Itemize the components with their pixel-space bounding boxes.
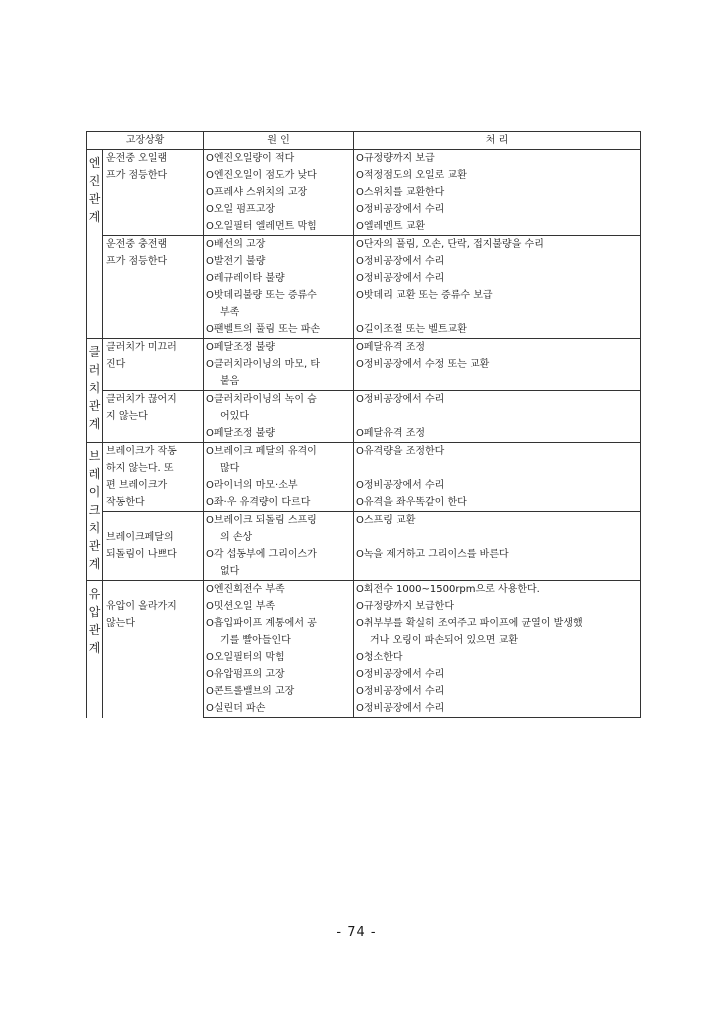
cause-cell bbox=[204, 443, 354, 461]
system-label-char: 관 bbox=[88, 192, 101, 206]
cause-cell bbox=[204, 150, 354, 168]
cause-text: O각 섭동부에 그리이스가 bbox=[206, 549, 317, 560]
cause-text: O엔진오일이 점도가 낮다 bbox=[206, 170, 317, 181]
page-number: - 74 - bbox=[336, 925, 377, 940]
symptom-line: 클러치가 미끄러 bbox=[106, 342, 177, 353]
symptom-cell bbox=[103, 339, 204, 391]
remedy-text: O스프링 교환 bbox=[356, 515, 416, 526]
cause-text: O레규레이타 불량 bbox=[206, 273, 285, 284]
symptom-line: 운전중 충전램 bbox=[106, 239, 168, 250]
header-cause: 원 인 bbox=[204, 132, 354, 150]
remedy-cell bbox=[354, 218, 641, 236]
cause-text: O배선의 고장 bbox=[206, 239, 266, 250]
cause-text: 의 손상 bbox=[220, 532, 253, 543]
remedy-text: O단자의 풀림, 오손, 단락, 접지불량을 수리 bbox=[356, 239, 544, 250]
symptom-line: 클러치가 끊어지 bbox=[106, 394, 177, 405]
symptom-line: 브레이크가 작동 bbox=[106, 446, 177, 457]
symptom-line bbox=[106, 512, 203, 529]
cause-text: 기를 빨아들인다 bbox=[220, 635, 291, 646]
system-label-char: 관 bbox=[88, 539, 101, 553]
remedy-cell bbox=[354, 683, 641, 700]
remedy-cell bbox=[354, 563, 641, 581]
remedy-text: O페달유격 조정 bbox=[356, 428, 426, 439]
remedy-cell bbox=[354, 615, 641, 632]
symptom-line bbox=[106, 563, 203, 580]
system-label-char: 레 bbox=[88, 467, 101, 481]
cause-text: O흡입파이프 계통에서 공 bbox=[206, 618, 317, 629]
header-remedy: 처 리 bbox=[354, 132, 641, 150]
symptom-cell bbox=[103, 581, 204, 718]
cause-cell bbox=[204, 477, 354, 494]
remedy-text: O정비공장에서 수리 bbox=[356, 394, 445, 405]
symptom-line: 유압이 올라가지 bbox=[106, 601, 177, 612]
cause-text: O오일필터 엘레먼트 막힘 bbox=[206, 221, 317, 232]
cause-cell bbox=[204, 581, 354, 599]
system-label-char: 이 bbox=[88, 485, 101, 499]
remedy-cell bbox=[354, 443, 641, 461]
cause-cell bbox=[204, 356, 354, 373]
symptom-cell bbox=[103, 150, 204, 236]
remedy-text: O유격량을 조정한다 bbox=[356, 446, 445, 457]
cause-text: 많다 bbox=[220, 463, 240, 474]
cause-cell bbox=[204, 425, 354, 443]
system-label-char: 압 bbox=[88, 605, 101, 619]
remedy-text: O정비공장에서 수리 bbox=[356, 273, 445, 284]
system-label-char: 엔 bbox=[88, 156, 101, 170]
remedy-text: O정비공장에서 수리 bbox=[356, 480, 445, 491]
remedy-cell bbox=[354, 236, 641, 254]
cause-text: O페달조정 불량 bbox=[206, 428, 276, 439]
remedy-text bbox=[356, 307, 370, 318]
remedy-text: O정비공장에서 수리 bbox=[356, 703, 445, 714]
symptom-line bbox=[106, 581, 203, 598]
system-label-char: 치 bbox=[88, 381, 101, 395]
remedy-text bbox=[356, 566, 370, 577]
symptom-line: 진다 bbox=[106, 359, 126, 370]
table-row bbox=[87, 150, 641, 168]
system-label-char: 계 bbox=[88, 641, 101, 655]
remedy-text: O회전수 1000~1500rpm으로 사용한다. bbox=[356, 584, 540, 595]
remedy-cell bbox=[354, 581, 641, 599]
remedy-cell bbox=[354, 150, 641, 168]
cause-cell bbox=[204, 304, 354, 321]
cause-text: 붙음 bbox=[220, 376, 240, 387]
cause-cell bbox=[204, 460, 354, 477]
cause-text: O콘트롤밸브의 고장 bbox=[206, 686, 295, 697]
cause-cell bbox=[204, 598, 354, 615]
cause-text: O오일필터의 막힘 bbox=[206, 652, 285, 663]
cause-cell bbox=[204, 270, 354, 287]
remedy-cell bbox=[354, 253, 641, 270]
remedy-text: O정비공장에서 수리 bbox=[356, 256, 445, 267]
remedy-cell bbox=[354, 184, 641, 201]
cause-cell bbox=[204, 236, 354, 254]
remedy-text: O밧데리 교환 또는 증류수 보급 bbox=[356, 290, 493, 301]
remedy-cell bbox=[354, 598, 641, 615]
cause-cell bbox=[204, 167, 354, 184]
cause-text: O엔진오일량이 적다 bbox=[206, 153, 295, 164]
remedy-text: O정비공장에서 수리 bbox=[356, 669, 445, 680]
remedy-cell bbox=[354, 666, 641, 683]
remedy-text bbox=[356, 411, 370, 422]
cause-cell bbox=[204, 339, 354, 357]
system-label-char: 러 bbox=[88, 363, 101, 377]
system-label-char: 브 bbox=[88, 449, 101, 463]
cause-cell bbox=[204, 287, 354, 304]
symptom-line: 하지 않는다. 또 bbox=[106, 463, 174, 474]
table-row bbox=[87, 581, 641, 599]
cause-cell bbox=[204, 615, 354, 632]
cause-text: O팬벨트의 풀림 또는 파손 bbox=[206, 324, 321, 335]
system-label-char: 치 bbox=[88, 521, 101, 535]
remedy-text: O취부부를 확실히 조여주고 파이프에 균열이 발생했 bbox=[356, 618, 583, 629]
cause-cell bbox=[204, 494, 354, 512]
remedy-cell bbox=[354, 408, 641, 425]
system-label-char: 계 bbox=[88, 210, 101, 224]
cause-cell bbox=[204, 218, 354, 236]
remedy-text bbox=[356, 532, 370, 543]
cause-cell bbox=[204, 408, 354, 425]
cause-cell bbox=[204, 321, 354, 339]
remedy-text: O정비공장에서 수정 또는 교환 bbox=[356, 359, 490, 370]
remedy-cell bbox=[354, 546, 641, 563]
system-label bbox=[87, 150, 103, 339]
remedy-cell bbox=[354, 512, 641, 530]
remedy-cell bbox=[354, 700, 641, 718]
cause-cell bbox=[204, 683, 354, 700]
remedy-text: O정비공장에서 수리 bbox=[356, 204, 445, 215]
remedy-cell bbox=[354, 321, 641, 339]
remedy-cell bbox=[354, 373, 641, 391]
cause-text: O라이너의 마모·소부 bbox=[206, 480, 298, 491]
cause-text: O페달조정 불량 bbox=[206, 342, 276, 353]
system-label bbox=[87, 581, 103, 718]
remedy-cell bbox=[354, 287, 641, 304]
cause-text: O프레샤 스위치의 고장 bbox=[206, 187, 308, 198]
system-label-char: 유 bbox=[88, 587, 101, 601]
system-label-char: 진 bbox=[88, 174, 101, 188]
system-label-char: 관 bbox=[88, 623, 101, 637]
table-row bbox=[87, 391, 641, 409]
remedy-cell bbox=[354, 167, 641, 184]
cause-text: O실린더 파손 bbox=[206, 703, 266, 714]
table-body bbox=[87, 150, 641, 718]
remedy-text: 거나 오링이 파손되어 있으면 교환 bbox=[370, 635, 518, 646]
cause-cell bbox=[204, 563, 354, 581]
remedy-cell bbox=[354, 494, 641, 512]
symptom-line: 되돌림이 나쁘다 bbox=[106, 549, 177, 560]
remedy-cell bbox=[354, 270, 641, 287]
table-row bbox=[87, 339, 641, 357]
remedy-cell bbox=[354, 356, 641, 373]
cause-text: 어있다 bbox=[220, 411, 249, 422]
cause-text: O밋션오일 부족 bbox=[206, 601, 276, 612]
header-symptom: 고장상황 bbox=[87, 132, 204, 150]
cause-cell bbox=[204, 529, 354, 546]
remedy-cell bbox=[354, 425, 641, 443]
remedy-text bbox=[356, 463, 370, 474]
symptom-line: 운전중 오일램 bbox=[106, 153, 168, 164]
fault-table bbox=[86, 131, 641, 718]
table-row bbox=[87, 512, 641, 530]
symptom-line: 지 않는다 bbox=[106, 411, 148, 422]
cause-text: O브레이크 되돌림 스프링 bbox=[206, 515, 317, 526]
cause-cell bbox=[204, 700, 354, 718]
symptom-line: 작동한다 bbox=[106, 497, 145, 508]
cause-cell bbox=[204, 666, 354, 683]
remedy-text: O녹을 제거하고 그리이스를 바른다 bbox=[356, 549, 509, 560]
cause-cell bbox=[204, 512, 354, 530]
system-label-char: 계 bbox=[88, 417, 101, 431]
system-label bbox=[87, 339, 103, 443]
symptom-line: 프가 점등한다 bbox=[106, 256, 168, 267]
remedy-text: O길이조절 또는 벨트교환 bbox=[356, 324, 467, 335]
cause-text: O클러치라이닝의 녹이 슴 bbox=[206, 394, 317, 405]
symptom-line: 않는다 bbox=[106, 618, 135, 629]
cause-cell bbox=[204, 632, 354, 649]
cause-cell bbox=[204, 184, 354, 201]
cause-text: O발전기 불량 bbox=[206, 256, 266, 267]
remedy-text: O규정량까지 보급 bbox=[356, 153, 435, 164]
remedy-cell bbox=[354, 477, 641, 494]
remedy-text: O엘레멘트 교환 bbox=[356, 221, 426, 232]
cause-cell bbox=[204, 253, 354, 270]
symptom-cell bbox=[103, 391, 204, 443]
symptom-line: 프가 점등한다 bbox=[106, 170, 168, 181]
remedy-text: O규정량까지 보급한다 bbox=[356, 601, 455, 612]
cause-cell bbox=[204, 391, 354, 409]
cause-text: O좌·우 유격량이 다르다 bbox=[206, 497, 311, 508]
remedy-text: O스위치를 교환한다 bbox=[356, 187, 445, 198]
remedy-cell bbox=[354, 460, 641, 477]
remedy-text: O유격을 좌우똑같이 한다 bbox=[356, 497, 467, 508]
cause-text: 없다 bbox=[220, 566, 240, 577]
cause-text: 부족 bbox=[220, 307, 240, 318]
cause-cell bbox=[204, 373, 354, 391]
remedy-text: O청소한다 bbox=[356, 652, 403, 663]
cause-cell bbox=[204, 649, 354, 666]
remedy-text: O페달유격 조정 bbox=[356, 342, 426, 353]
cause-text: O오일 펌프고장 bbox=[206, 204, 276, 215]
system-label bbox=[87, 443, 103, 581]
table-row bbox=[87, 236, 641, 254]
symptom-line: 편 브레이크가 bbox=[106, 480, 168, 491]
cause-text: O클러치라이닝의 마모, 타 bbox=[206, 359, 321, 370]
cause-text: O밧데리불량 또는 증류수 bbox=[206, 290, 317, 301]
remedy-cell bbox=[354, 201, 641, 218]
system-label-char: 관 bbox=[88, 399, 101, 413]
remedy-text: O적정점도의 오일로 교환 bbox=[356, 170, 467, 181]
table-header-row bbox=[87, 132, 641, 150]
remedy-cell bbox=[354, 632, 641, 649]
cause-cell bbox=[204, 546, 354, 563]
cause-text: O브레이크 페달의 유격이 bbox=[206, 446, 317, 457]
cause-cell bbox=[204, 201, 354, 218]
system-label-char: 클 bbox=[88, 345, 101, 359]
system-label-char: 계 bbox=[88, 557, 101, 571]
symptom-cell bbox=[103, 512, 204, 581]
remedy-text bbox=[356, 376, 370, 387]
symptom-cell bbox=[103, 236, 204, 339]
remedy-cell bbox=[354, 649, 641, 666]
remedy-cell bbox=[354, 304, 641, 321]
table-row bbox=[87, 443, 641, 461]
remedy-text: O정비공장에서 수리 bbox=[356, 686, 445, 697]
cause-text: O유압펌프의 고장 bbox=[206, 669, 285, 680]
remedy-cell bbox=[354, 529, 641, 546]
cause-text: O엔진회전수 부족 bbox=[206, 584, 285, 595]
symptom-line: 브레이크페달의 bbox=[106, 532, 174, 543]
remedy-cell bbox=[354, 391, 641, 409]
symptom-cell bbox=[103, 443, 204, 512]
remedy-cell bbox=[354, 339, 641, 357]
system-label-char: 크 bbox=[88, 503, 101, 517]
